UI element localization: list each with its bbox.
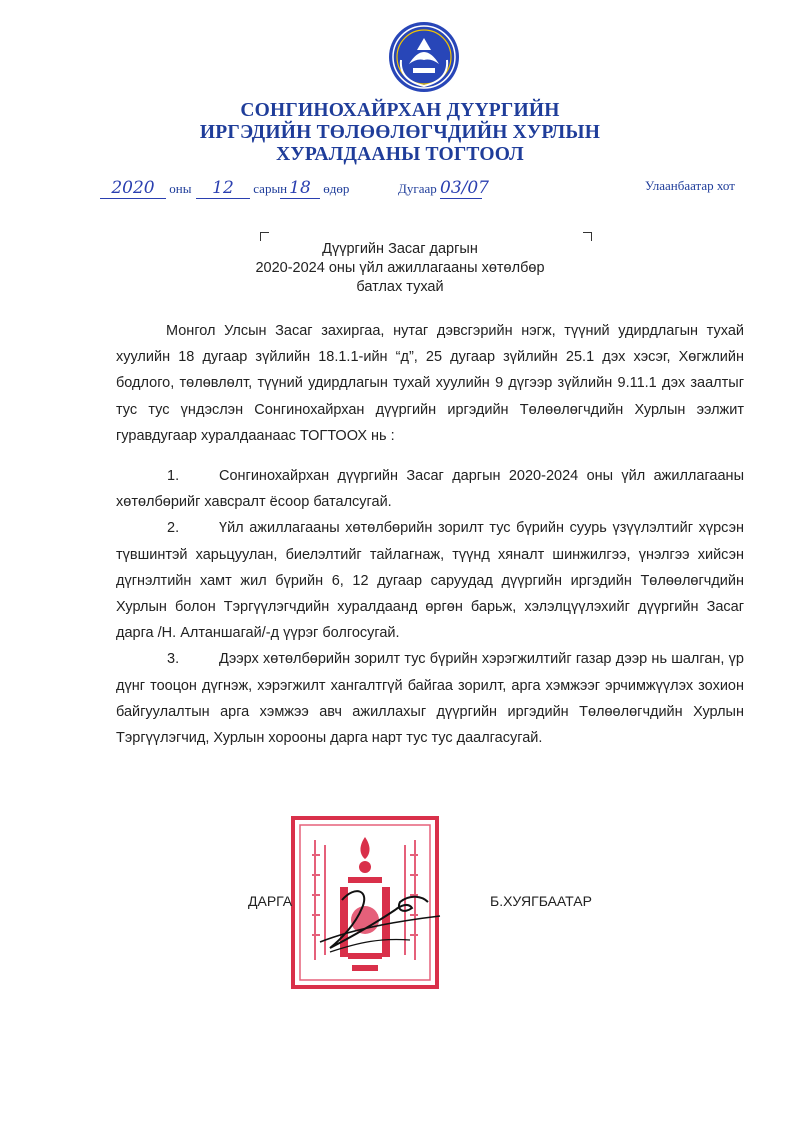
date-month-group <box>196 178 287 199</box>
subject-line-2: 2020-2024 оны үйл ажиллагааны хөтөлбөр <box>255 260 545 276</box>
signatory-name: Б.ХУЯГБААТАР <box>490 893 592 909</box>
signature-icon <box>300 880 450 960</box>
item-number: 1. <box>167 468 180 485</box>
item-number: 3. <box>167 651 180 668</box>
subject-line-3: батлах тухай <box>356 279 444 295</box>
resolution-item-3 <box>116 646 744 751</box>
item-text: Үйл ажиллагааны хөтөлбөрийн зорилт тус бүрийн суурь үзүүлэлтийг хүрсэн түвшинтэй харьцуулан, биелэлтийг тайлагнаж, түүнд хяналт шинжилгээ, үнэлгээ хийсэн дүгнэлтийн хамт жил бүрийн 6, 12 дугаар саруудад дүүргийн иргэдийн Төлөөлөгчдийн Хурлын болон Тэргүүлэгчдийн хуралдаанд өргөн барьж, хэлэлцүүлэхийг дүүргийн Засаг дарга /Н. Алтаншагай/-д үүрэг болгосугай. <box>116 520 744 642</box>
date-month-label: сарын <box>253 181 288 196</box>
date-year-label: оны <box>169 181 192 196</box>
resolution-body <box>116 318 744 751</box>
date-day: 18 <box>280 178 320 199</box>
state-emblem-icon <box>387 20 461 94</box>
item-text: Дээрх хөтөлбөрийн зорилт тус бүрийн хэрэгжилтийг газар дээр нь шалган, үр дүнг тооцон дүгнэж, хэрэгжилт хангалтгүй байгаа зорилт, арга хэмжээг эрчимжүүлэх зохион байгуулалтын арга хэмжээ авч ажиллахыг дүүргийн иргэдийн Төлөөлөгчдийн Хурлын Тэргүүлэгчид, Хурлын хорооны дарга нарт тус тус даалгасугай. <box>116 651 744 747</box>
header-line-3: ХУРАЛДААНЫ ТОГТООЛ <box>276 144 524 165</box>
date-month: 12 <box>196 178 250 199</box>
date-city: Улаанбаатар хот <box>645 178 735 193</box>
date-number-group <box>398 178 489 199</box>
date-day-group <box>280 178 349 199</box>
date-row <box>0 172 800 202</box>
date-number-label: Дугаар <box>398 181 437 196</box>
date-day-label: өдөр <box>323 181 350 196</box>
resolution-item-2 <box>116 515 744 646</box>
preamble-paragraph: Монгол Улсын Засаг захиргаа, нутаг дэвсгэрийн нэгж, түүний удирдлагын тухай хуулийн 18 дугаар зүйлийн 18.1.1-ийн “д”, 25 дугаар зүйлийн 25.1 дэх хэсэг, Хөгжлийн бодлого, төлөвлөлт, түүний удирдлагын тухай хуулийн 9 дүгээр зүйлийн 9.11.1 дэх заалтыг тус тус үндэслэн Сонгинохайрхан дүүргийн иргэдийн Төлөөлөгчдийн Хурлын ээлжит гуравдугаар хуралдаанаас ТОГТООХ нь : <box>116 323 744 444</box>
date-number: 03/07 <box>440 178 489 198</box>
date-year-group <box>100 178 191 199</box>
resolution-subject <box>0 240 800 297</box>
date-year: 2020 <box>100 178 166 199</box>
header-line-2: ИРГЭДИЙН ТӨЛӨӨЛӨГЧДИЙН ХУРЛЫН <box>199 122 601 143</box>
item-text: Сонгинохайрхан дүүргийн Засаг даргын 2020-2024 оны үйл ажиллагааны хөтөлбөрийг хавсралт ёсоор баталсугай. <box>116 468 744 511</box>
resolution-item-1 <box>116 463 744 515</box>
header-line-1: СОНГИНОХАЙРХАН ДҮҮРГИЙН <box>240 100 560 121</box>
resolution-header <box>0 100 800 166</box>
subject-line-1: Дүүргийн Засаг даргын <box>322 241 478 257</box>
item-number: 2. <box>167 520 180 537</box>
signatory-role: ДАРГА <box>248 893 293 909</box>
